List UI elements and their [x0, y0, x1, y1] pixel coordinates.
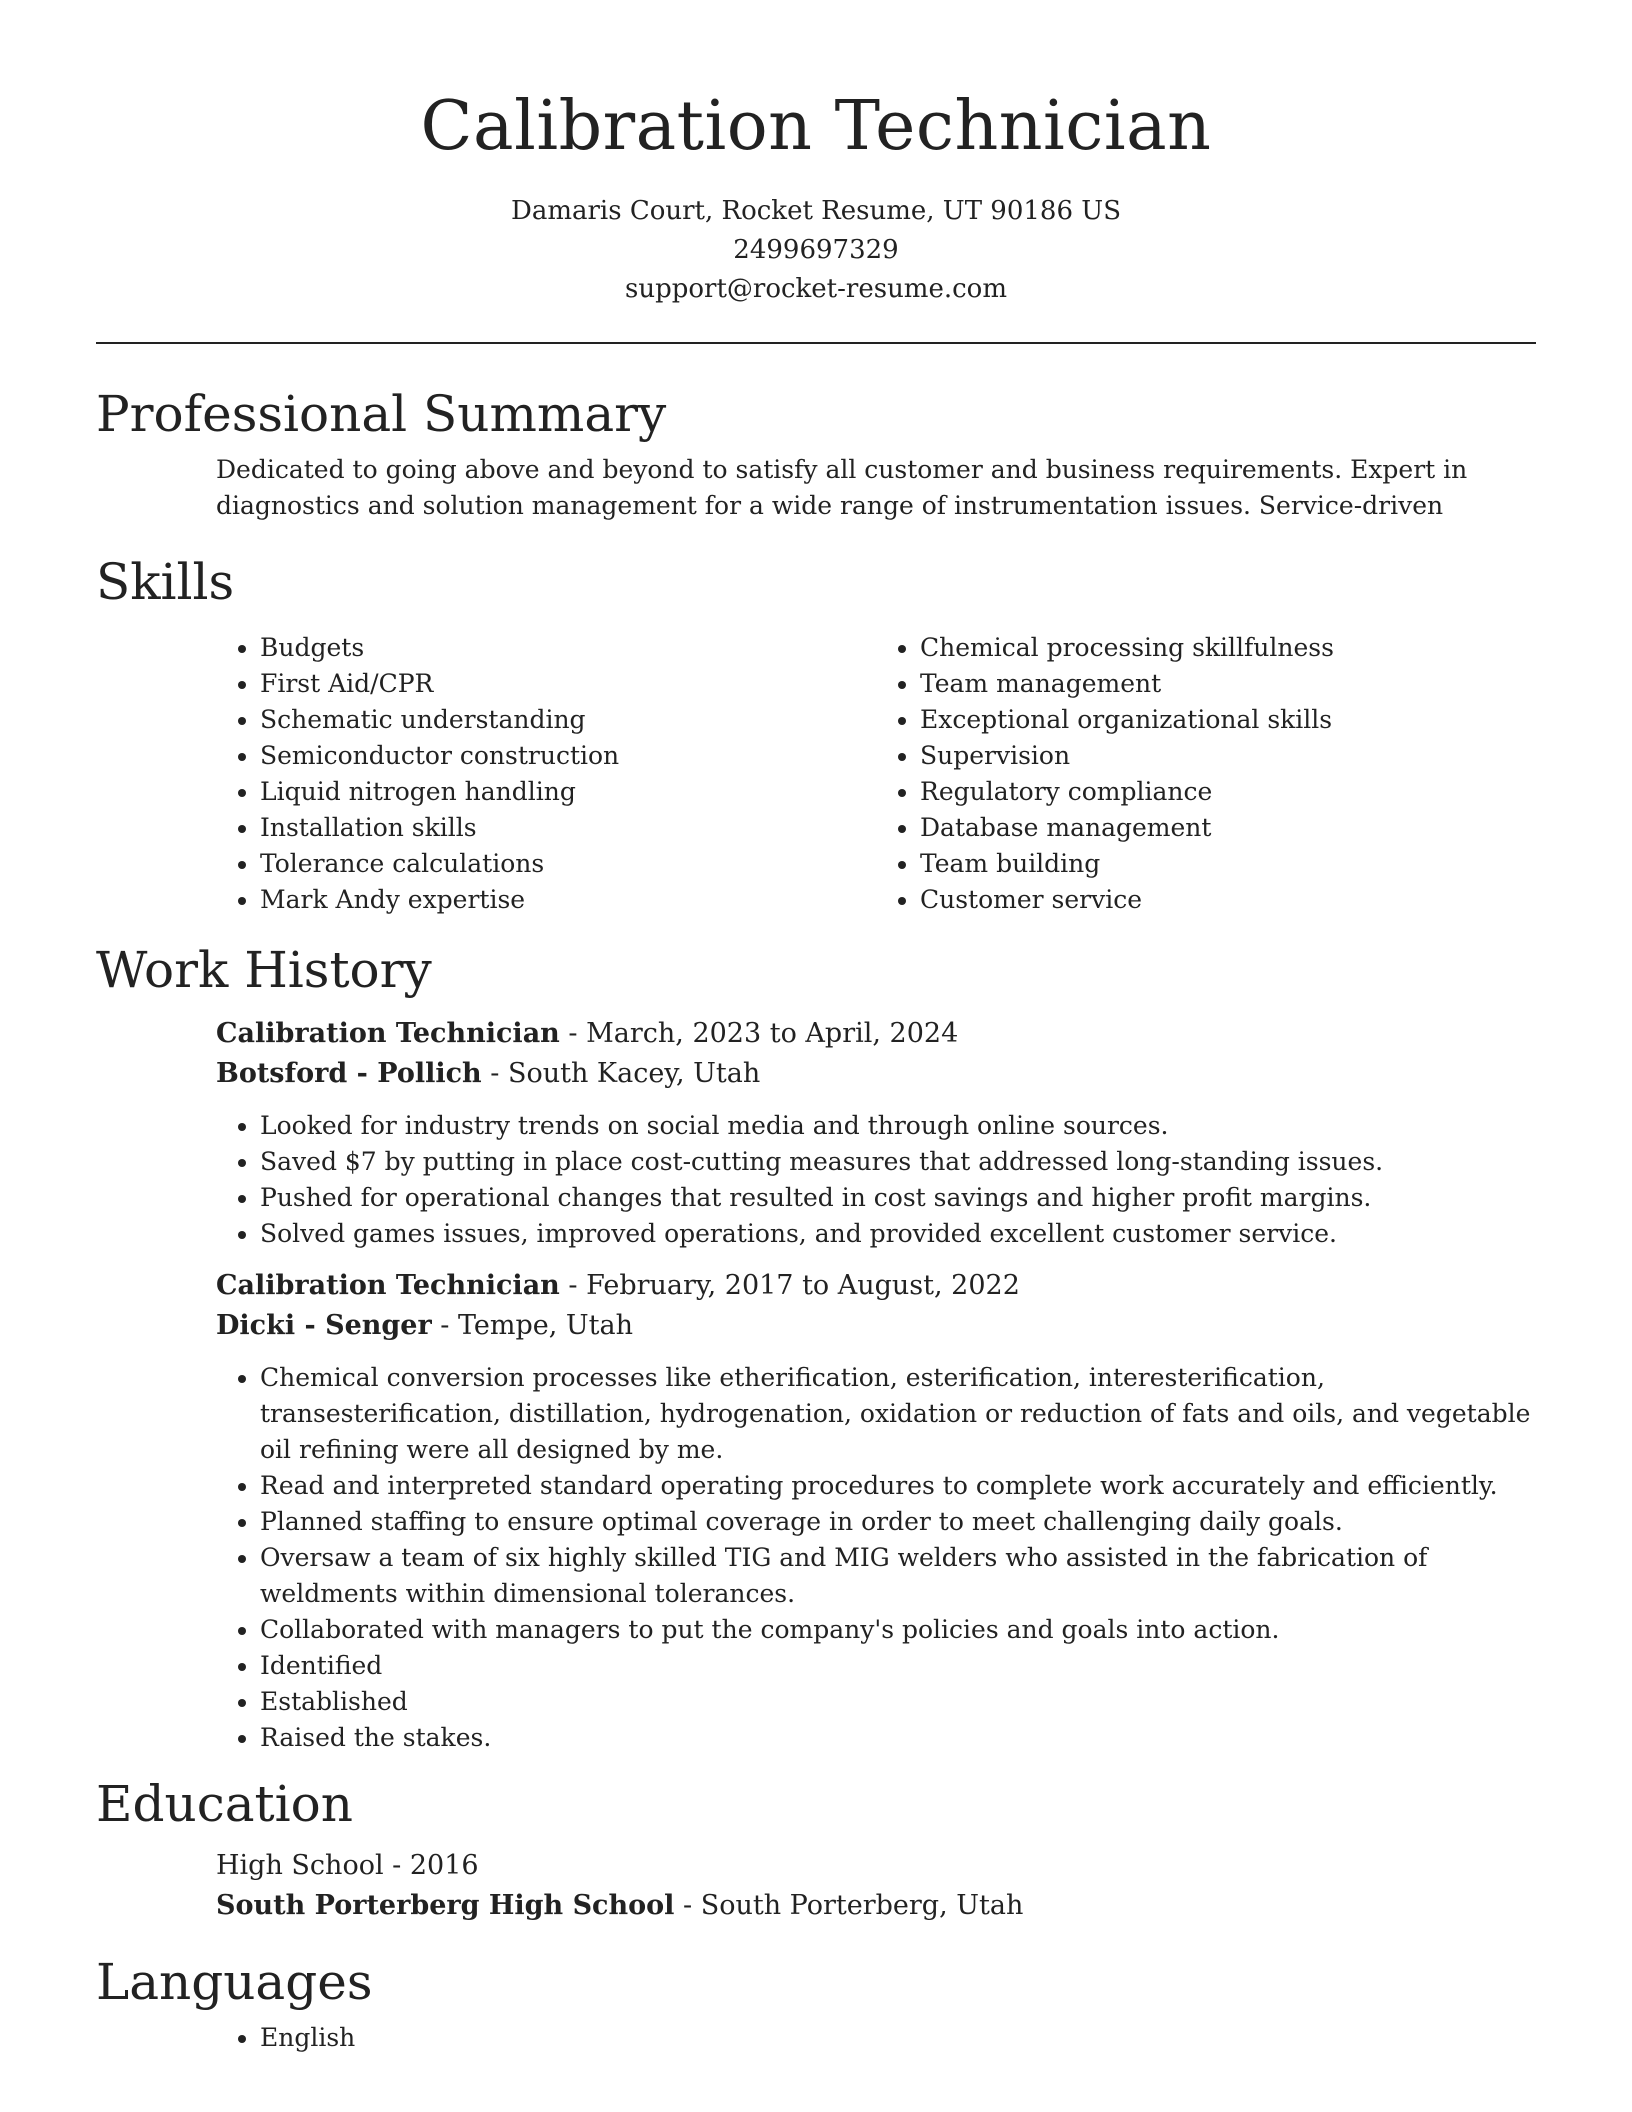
job-location: - South Kacey, Utah: [481, 1058, 761, 1089]
skill-item: • Tolerance calculations: [260, 846, 876, 882]
work-history-section: [96, 936, 1536, 1756]
skill-item: • Regulatory compliance: [920, 774, 1536, 810]
page-title: Calibration Technician: [420, 87, 1212, 166]
job-company-line: [216, 1054, 1536, 1094]
job-bullet: • Established: [260, 1684, 1536, 1720]
language-item: • English: [260, 2020, 1536, 2056]
job-bullet: • Chemical conversion processes like etherification, esterification, interesterification, transesterification, distillation, hydrogenation, oxidation or reduction of fats and oils, and vegetable oil refining were all designed by me.: [260, 1360, 1536, 1468]
summary-section: [96, 380, 1536, 524]
skill-item: • Budgets: [260, 630, 876, 666]
work-history-heading: Work History: [96, 941, 432, 999]
job-title-line: [216, 1266, 1536, 1306]
skill-item: • First Aid/CPR: [260, 666, 876, 702]
resume-header: [0, 0, 1632, 309]
header-divider: [96, 342, 1536, 344]
skill-item: • Liquid nitrogen handling: [260, 774, 876, 810]
summary-heading: Professional Summary: [96, 385, 667, 443]
languages-body: [216, 2020, 1536, 2056]
job-entry: [216, 1014, 1536, 1252]
skill-item: • Team building: [920, 846, 1536, 882]
job-bullet: • Oversaw a team of six highly skilled TIG and MIG welders who assisted in the fabrication of weldments within dimensional tolerances.: [260, 1540, 1536, 1612]
job-bullets: [216, 1360, 1536, 1756]
skill-item: • Database management: [920, 810, 1536, 846]
education-school-line: [216, 1886, 1536, 1926]
education-section: [96, 1770, 1536, 1926]
job-bullet: • Planned staffing to ensure optimal coverage in order to meet challenging daily goals.: [260, 1504, 1536, 1540]
job-bullet: • Looked for industry trends on social media and through online sources.: [260, 1108, 1536, 1144]
contact-block: [0, 192, 1632, 309]
skill-item: • Schematic understanding: [260, 702, 876, 738]
job-role: Calibration Technician: [216, 1018, 560, 1049]
skills-section: [96, 548, 1536, 918]
education-heading: Education: [96, 1775, 353, 1833]
skills-columns: [216, 630, 1536, 918]
education-year: - 2016: [383, 1850, 479, 1881]
job-location: - Tempe, Utah: [431, 1310, 633, 1341]
skill-item: • Exceptional organizational skills: [920, 702, 1536, 738]
summary-text: Dedicated to going above and beyond to satisfy all customer and business requirements. Expert in diagnostics and solution management for a wide range of instrumentation issues. Service-driven: [216, 455, 1468, 520]
job-role: Calibration Technician: [216, 1270, 560, 1301]
job-bullet: • Raised the stakes.: [260, 1720, 1536, 1756]
languages-list: [216, 2020, 1536, 2056]
job-dates: - February, 2017 to August, 2022: [559, 1270, 1020, 1301]
skills-heading: Skills: [96, 553, 235, 611]
skill-item: • Supervision: [920, 738, 1536, 774]
contact-email: support@rocket-resume.com: [624, 274, 1007, 304]
job-company: Botsford - Pollich: [216, 1058, 482, 1089]
education-entry: [216, 1846, 1536, 1926]
skill-item: • Chemical processing skillfulness: [920, 630, 1536, 666]
contact-phone: 2499697329: [733, 235, 899, 265]
job-entry: [216, 1266, 1536, 1756]
job-dates: - March, 2023 to April, 2024: [559, 1018, 959, 1049]
contact-address: Damaris Court, Rocket Resume, UT 90186 US: [510, 196, 1122, 226]
skills-list-left: [216, 630, 876, 918]
job-company-line: [216, 1306, 1536, 1346]
job-bullets: [216, 1108, 1536, 1252]
resume-content: [96, 380, 1536, 2056]
job-company: Dicki - Senger: [216, 1310, 432, 1341]
skill-item: • Installation skills: [260, 810, 876, 846]
skill-item: • Mark Andy expertise: [260, 882, 876, 918]
job-bullet: • Saved $7 by putting in place cost-cutting measures that addressed long-standing issues.: [260, 1144, 1536, 1180]
job-bullet: • Solved games issues, improved operations, and provided excellent customer service.: [260, 1216, 1536, 1252]
job-title-line: [216, 1014, 1536, 1054]
skill-item: • Team management: [920, 666, 1536, 702]
languages-section: [96, 1948, 1536, 2056]
education-school: South Porterberg High School: [216, 1890, 675, 1921]
job-bullet: • Read and interpreted standard operating procedures to complete work accurately and efficiently.: [260, 1468, 1536, 1504]
job-bullet: • Pushed for operational changes that resulted in cost savings and higher profit margins.: [260, 1180, 1536, 1216]
skill-item: • Semiconductor construction: [260, 738, 876, 774]
education-location: - South Porterberg, Utah: [674, 1890, 1024, 1921]
job-bullet: • Collaborated with managers to put the company's policies and goals into action.: [260, 1612, 1536, 1648]
education-degree: High School: [216, 1850, 384, 1881]
skills-list-right: [876, 630, 1536, 918]
languages-heading: Languages: [96, 1953, 373, 2011]
education-degree-line: [216, 1846, 1536, 1886]
skill-item: • Customer service: [920, 882, 1536, 918]
job-bullet: • Identified: [260, 1648, 1536, 1684]
